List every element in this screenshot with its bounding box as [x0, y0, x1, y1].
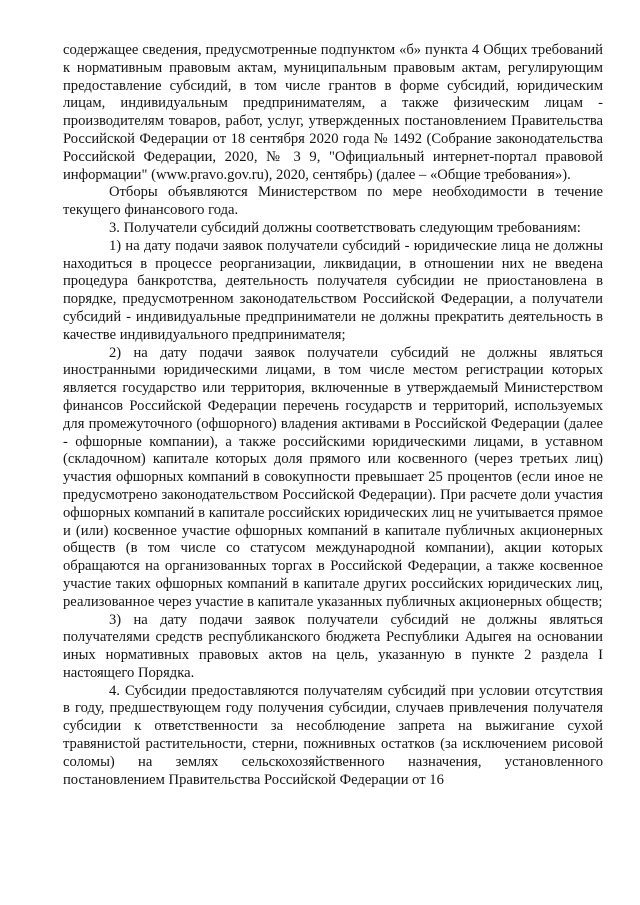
paragraph-item-4: 4. Субсидии предоставляются получателям субсидий при условии отсутствия в году, предшествующем году получения субсидии, случаев привлечения получателя субсидии к ответственности за несоблюдение запрета на выжигание сухой травянистой растительности, стерни, пожнивных остатков (за исключением рисовой соломы) на землях сельскохозяйственного назначения, установленного постановлением Правительства Российской Федерации от 16: [63, 682, 603, 788]
document-page: [63, 42, 603, 789]
paragraph-item-3-heading: 3. Получатели субсидий должны соответствовать следующим требованиям:: [109, 219, 581, 236]
paragraph-requirement-3: 3) на дату подачи заявок получатели субсидий не должны являться получателями средств республиканского бюджета Республики Адыгея на основании иных нормативных правовых актов на цель, указанную в пункте 2 раздела I настоящего Порядка.: [63, 611, 603, 681]
paragraph-general-requirements: содержащее сведения, предусмотренные подпунктом «б» пункта 4 Общих требований к нормативным правовым актам, муниципальным правовым актам, регулирующим предоставление субсидий, в том числе грантов в форме субсидий, юридическим лицам, индивидуальным предпринимателям, а также физическим лицам - производителям товаров, работ, услуг, утвержденных постановлением Правительства Российской Федерации от 18 сентября 2020 года № 1492 (Собрание законодательства Российской Федерации, 2020, № 3 9, "Официальный интернет-портал правовой информации" (www.pravo.gov.ru), 2020, сентябрь) (далее – «Общие требования»).: [63, 42, 603, 183]
paragraph-requirement-1: 1) на дату подачи заявок получатели субсидий - юридические лица не должны находиться в процессе реорганизации, ликвидации, в отношении них не введена процедура банкротства, деятельность получателя субсидии не приостановлена в порядке, предусмотренном законодательством Российской Федерации, а получатели субсидий - индивидуальные предприниматели не должны прекратить деятельность в качестве индивидуального предпринимателя;: [63, 237, 603, 343]
paragraph-requirement-2: 2) на дату подачи заявок получатели субсидий не должны являться иностранными юридическими лицами, в том числе местом регистрации которых является государство или территория, включенные в утверждаемый Министерством финансов Российской Федерации перечень государств и территорий, используемых для промежуточного (офшорного) владения активами в Российской Федерации (далее - офшорные компании), а также российскими юридическими лицами, в уставном (складочном) капитале которых доля прямого или косвенного (через третьих лиц) участия офшорных компаний в совокупности превышает 25 процентов (если иное не предусмотрено законодательством Российской Федерации). При расчете доли участия офшорных компаний в капитале российских юридических лиц не учитывается прямое и (или) косвенное участие офшорных компаний в капитале публичных акционерных обществ (в том числе со статусом международной компании), акции которых обращаются на организованных торгах в Российской Федерации, а также косвенное участие таких офшорных компаний в капитале других российских юридических лиц, реализованное через участие в капитале указанных публичных акционерных обществ;: [63, 344, 603, 610]
paragraph-selection-schedule: Отборы объявляются Министерством по мере необходимости в течение текущего финансового года.: [63, 184, 603, 219]
